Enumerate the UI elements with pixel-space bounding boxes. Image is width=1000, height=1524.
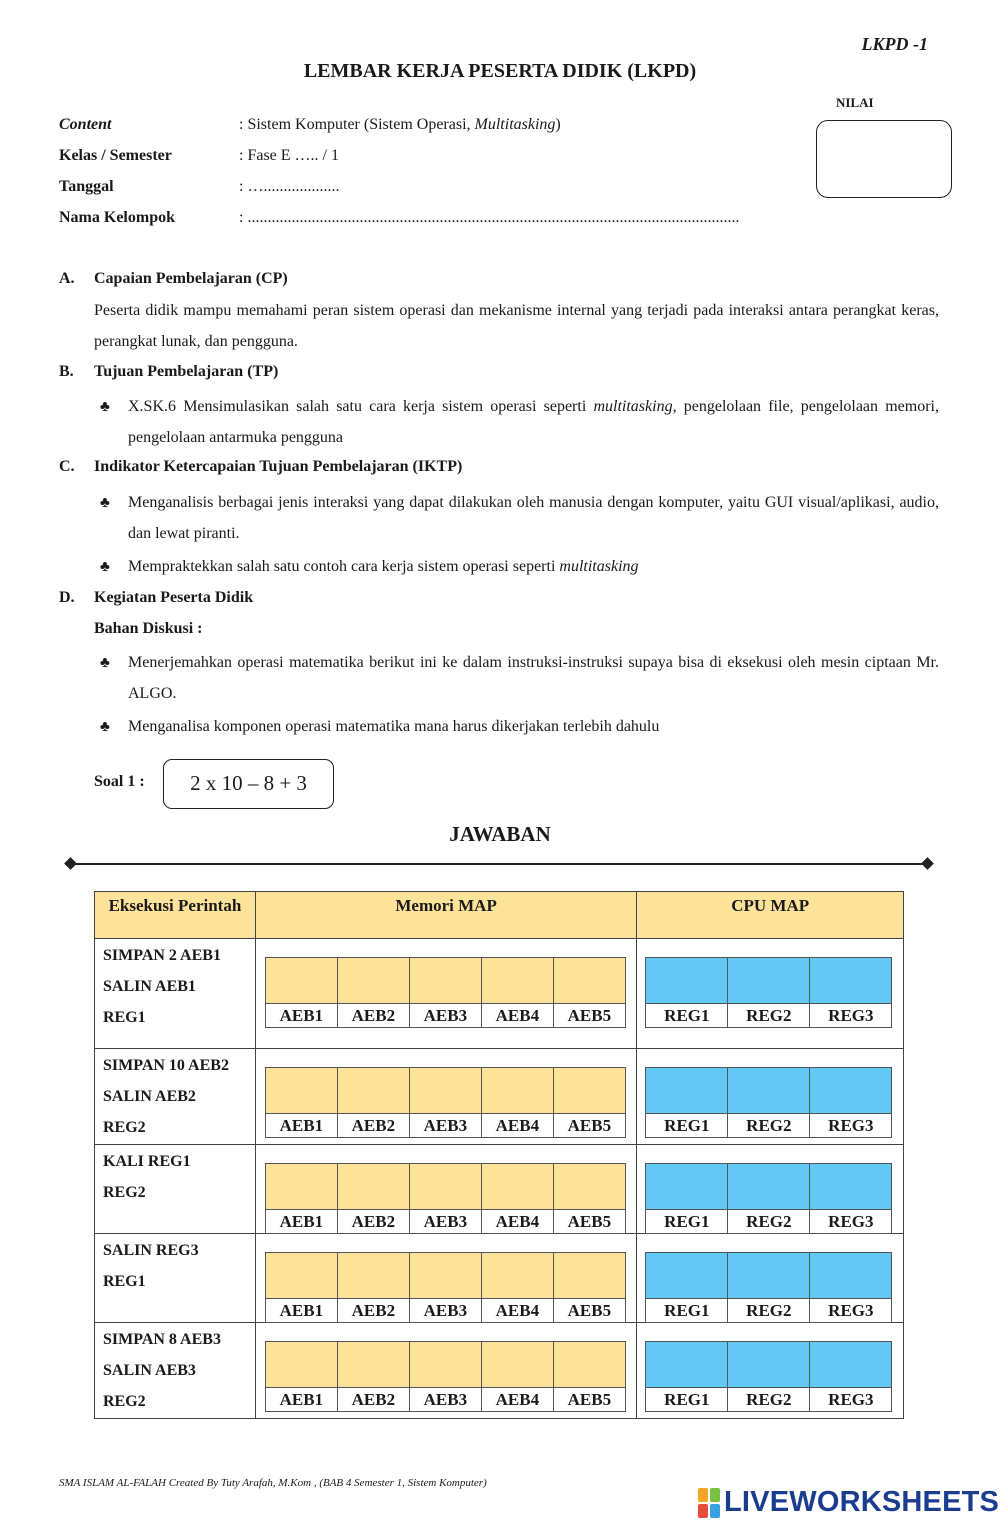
command-text: KALI REG1 bbox=[103, 1153, 191, 1170]
soal-label: Soal 1 : bbox=[94, 773, 145, 790]
cpu-slot-label: REG2 bbox=[728, 1114, 809, 1137]
memory-drop-zone[interactable] bbox=[266, 1068, 337, 1114]
memory-slot-label: AEB2 bbox=[338, 1388, 409, 1411]
memory-slot-label: AEB5 bbox=[554, 1114, 625, 1137]
memory-slot bbox=[553, 1163, 626, 1234]
cpu-drop-zone[interactable] bbox=[728, 1253, 809, 1299]
bahan-diskusi-label: Bahan Diskusi : bbox=[94, 620, 203, 637]
cpu-drop-zone[interactable] bbox=[810, 1068, 891, 1114]
memory-slots bbox=[265, 1341, 626, 1412]
memory-slot bbox=[481, 957, 554, 1028]
cpu-drop-zone[interactable] bbox=[728, 1164, 809, 1210]
liveworksheets-logo[interactable] bbox=[698, 1486, 999, 1519]
answer-table bbox=[94, 891, 904, 1419]
memory-slot-label: AEB4 bbox=[482, 1388, 553, 1411]
lkpd-code: LKPD -1 bbox=[861, 34, 928, 54]
command-text: REG2 bbox=[103, 1184, 146, 1201]
command-text: SIMPAN 10 AEB2 bbox=[103, 1057, 229, 1074]
memory-slot-label: AEB3 bbox=[410, 1004, 481, 1027]
memory-slots bbox=[265, 1163, 626, 1234]
club-bullet-icon: ♣ bbox=[100, 655, 110, 671]
table-row bbox=[95, 1323, 904, 1419]
cpu-slots bbox=[645, 1341, 892, 1412]
cpu-slot-label: REG3 bbox=[810, 1210, 891, 1233]
command-text: SALIN AEB3 bbox=[103, 1362, 196, 1379]
memory-slot-label: AEB5 bbox=[554, 1210, 625, 1233]
memory-slot-label: AEB1 bbox=[266, 1299, 337, 1322]
section-c-item-1: Menganalisis berbagai jenis interaksi yang dapat dilakukan oleh manusia dengan komputer, yaitu GUI visual/aplikasi, audio, dan lewat piranti. bbox=[128, 494, 939, 542]
memory-slot bbox=[265, 1067, 338, 1138]
cpu-drop-zone[interactable] bbox=[646, 1253, 727, 1299]
section-d-letter: D. bbox=[59, 589, 75, 606]
memory-drop-zone[interactable] bbox=[266, 1253, 337, 1299]
cpu-drop-zone[interactable] bbox=[728, 1342, 809, 1388]
memory-drop-zone[interactable] bbox=[482, 1342, 553, 1388]
nilai-label: NILAI bbox=[836, 95, 874, 110]
cpu-slot-label: REG2 bbox=[728, 1299, 809, 1322]
footer-credit: SMA ISLAM AL-FALAH Created By Tuty Arafah, M.Kom , (BAB 4 Semester 1, Sistem Komputer) bbox=[59, 1477, 487, 1489]
cpu-slot-label: REG3 bbox=[810, 1114, 891, 1137]
cpu-slot bbox=[645, 1067, 728, 1138]
memory-slot-label: AEB4 bbox=[482, 1114, 553, 1137]
kelompok-field[interactable]: : ........................................................................................................................... bbox=[239, 209, 740, 226]
cpu-slot-label: REG2 bbox=[728, 1388, 809, 1411]
memory-slot bbox=[265, 1252, 338, 1323]
memory-slot-label: AEB5 bbox=[554, 1004, 625, 1027]
memory-slot-label: AEB5 bbox=[554, 1299, 625, 1322]
memory-slot bbox=[265, 957, 338, 1028]
memory-slot-label: AEB3 bbox=[410, 1114, 481, 1137]
memory-slots bbox=[265, 957, 626, 1028]
header-eksekusi: Eksekusi Perintah bbox=[95, 892, 256, 939]
club-bullet-icon: ♣ bbox=[100, 495, 110, 511]
memory-slot bbox=[553, 1067, 626, 1138]
cpu-slot bbox=[809, 1252, 892, 1323]
memory-slot bbox=[553, 1252, 626, 1323]
memory-drop-zone[interactable] bbox=[338, 958, 409, 1004]
section-d-item-1: Menerjemahkan operasi matematika berikut ini ke dalam instruksi-instruksi supaya bisa di eksekusi oleh mesin ciptaan Mr. ALGO. bbox=[128, 654, 939, 702]
memory-slot bbox=[553, 957, 626, 1028]
kelas-label: Kelas / Semester bbox=[59, 147, 172, 164]
memory-slot bbox=[337, 1252, 410, 1323]
cpu-slot bbox=[727, 1252, 810, 1323]
section-d-title: Kegiatan Peserta Didik bbox=[94, 589, 254, 606]
club-bullet-icon: ♣ bbox=[100, 399, 110, 415]
cpu-slots bbox=[645, 1163, 892, 1234]
command-cell bbox=[95, 1145, 256, 1234]
cpu-slot bbox=[727, 1163, 810, 1234]
section-b-title: Tujuan Pembelajaran (TP) bbox=[94, 363, 279, 380]
cpu-slot bbox=[727, 957, 810, 1028]
cpu-slots bbox=[645, 957, 892, 1028]
memory-cell bbox=[255, 1323, 636, 1419]
memory-slot-label: AEB3 bbox=[410, 1388, 481, 1411]
memory-drop-zone[interactable] bbox=[338, 1342, 409, 1388]
section-c-item-2: Mempraktekkan salah satu contoh cara kerja sistem operasi seperti multitasking bbox=[128, 558, 639, 575]
section-b-item: X.SK.6 Mensimulasikan salah satu cara kerja sistem operasi seperti multitasking, pengelolaan file, pengelolaan memori, pengelolaan antarmuka pengguna bbox=[128, 398, 939, 446]
cpu-slot-label: REG1 bbox=[646, 1388, 727, 1411]
section-c-title: Indikator Ketercapaian Tujuan Pembelajaran (IKTP) bbox=[94, 458, 463, 475]
command-text: REG2 bbox=[103, 1393, 146, 1410]
memory-slot-label: AEB3 bbox=[410, 1210, 481, 1233]
cpu-slot-label: REG1 bbox=[646, 1004, 727, 1027]
memory-drop-zone[interactable] bbox=[410, 1342, 481, 1388]
memory-slot bbox=[481, 1163, 554, 1234]
cpu-drop-zone[interactable] bbox=[810, 1342, 891, 1388]
cpu-drop-zone[interactable] bbox=[646, 1164, 727, 1210]
cpu-slot-label: REG3 bbox=[810, 1388, 891, 1411]
cpu-slot bbox=[645, 1341, 728, 1412]
content-value: : Sistem Komputer (Sistem Operasi, Multitasking) bbox=[239, 116, 561, 133]
command-text: SALIN REG3 bbox=[103, 1242, 199, 1259]
header-memori-map: Memori MAP bbox=[255, 892, 636, 939]
memory-slot bbox=[481, 1341, 554, 1412]
table-row bbox=[95, 1234, 904, 1323]
memory-slot-label: AEB2 bbox=[338, 1210, 409, 1233]
cpu-drop-zone[interactable] bbox=[646, 958, 727, 1004]
memory-drop-zone[interactable] bbox=[554, 1253, 625, 1299]
command-cell bbox=[95, 939, 256, 1049]
cpu-cell bbox=[637, 1323, 904, 1419]
page-title: LEMBAR KERJA PESERTA DIDIK (LKPD) bbox=[303, 60, 697, 82]
command-text: SALIN AEB1 bbox=[103, 978, 196, 995]
memory-slot-label: AEB2 bbox=[338, 1004, 409, 1027]
memory-drop-zone[interactable] bbox=[338, 1253, 409, 1299]
cpu-cell bbox=[637, 1234, 904, 1323]
table-row bbox=[95, 939, 904, 1049]
divider-diamond-icon bbox=[921, 857, 934, 870]
command-text: REG2 bbox=[103, 1119, 146, 1136]
nilai-input-box[interactable] bbox=[816, 120, 952, 198]
command-cell bbox=[95, 1234, 256, 1323]
kelas-field[interactable]: : Fase E ….. / 1 bbox=[239, 147, 339, 164]
liveworksheets-icon bbox=[698, 1488, 720, 1518]
memory-drop-zone[interactable] bbox=[482, 1164, 553, 1210]
memory-drop-zone[interactable] bbox=[338, 1164, 409, 1210]
memory-drop-zone[interactable] bbox=[410, 1164, 481, 1210]
memory-slot bbox=[337, 957, 410, 1028]
cpu-slot bbox=[809, 957, 892, 1028]
jawaban-heading: JAWABAN bbox=[449, 822, 551, 846]
cpu-slots bbox=[645, 1067, 892, 1138]
command-cell bbox=[95, 1323, 256, 1419]
memory-drop-zone[interactable] bbox=[266, 1342, 337, 1388]
command-text: SALIN AEB2 bbox=[103, 1088, 196, 1105]
cpu-slot-label: REG1 bbox=[646, 1299, 727, 1322]
cpu-slot-label: REG3 bbox=[810, 1299, 891, 1322]
content-label: Content bbox=[59, 116, 112, 133]
command-text: REG1 bbox=[103, 1009, 146, 1026]
memory-cell bbox=[255, 1049, 636, 1145]
memory-slot-label: AEB4 bbox=[482, 1004, 553, 1027]
cpu-slot bbox=[809, 1341, 892, 1412]
memory-slot bbox=[409, 1163, 482, 1234]
table-header-row bbox=[95, 892, 904, 939]
command-text: SIMPAN 8 AEB3 bbox=[103, 1331, 221, 1348]
liveworksheets-wordmark: LIVEWORKSHEETS bbox=[724, 1486, 1000, 1518]
memory-drop-zone[interactable] bbox=[554, 958, 625, 1004]
memory-slot-label: AEB5 bbox=[554, 1388, 625, 1411]
memory-slot bbox=[409, 957, 482, 1028]
cpu-slot bbox=[645, 1252, 728, 1323]
section-b-letter: B. bbox=[59, 363, 74, 380]
cpu-slot-label: REG1 bbox=[646, 1210, 727, 1233]
memory-slot-label: AEB3 bbox=[410, 1299, 481, 1322]
memory-slot-label: AEB4 bbox=[482, 1210, 553, 1233]
memory-slot bbox=[337, 1067, 410, 1138]
section-c-letter: C. bbox=[59, 458, 75, 475]
memory-drop-zone[interactable] bbox=[266, 1164, 337, 1210]
memory-drop-zone[interactable] bbox=[482, 958, 553, 1004]
cpu-drop-zone[interactable] bbox=[810, 958, 891, 1004]
command-text: REG1 bbox=[103, 1273, 146, 1290]
cpu-slot bbox=[809, 1067, 892, 1138]
cpu-cell bbox=[637, 1145, 904, 1234]
cpu-slot bbox=[727, 1067, 810, 1138]
memory-drop-zone[interactable] bbox=[410, 958, 481, 1004]
cpu-slot bbox=[809, 1163, 892, 1234]
header-cpu-map: CPU MAP bbox=[637, 892, 904, 939]
section-a-text: Peserta didik mampu memahami peran sistem operasi dan mekanisme internal yang terjadi pada interaksi antara perangkat keras, perangkat lunak, dan pengguna. bbox=[94, 302, 939, 350]
memory-drop-zone[interactable] bbox=[266, 958, 337, 1004]
divider-line bbox=[70, 863, 928, 865]
tanggal-label: Tanggal bbox=[59, 178, 114, 195]
cpu-slot bbox=[645, 1163, 728, 1234]
memory-slot-label: AEB2 bbox=[338, 1114, 409, 1137]
cpu-drop-zone[interactable] bbox=[646, 1068, 727, 1114]
memory-slots bbox=[265, 1252, 626, 1323]
cpu-drop-zone[interactable] bbox=[728, 958, 809, 1004]
command-cell bbox=[95, 1049, 256, 1145]
soal-expression: 2 x 10 – 8 + 3 bbox=[163, 759, 334, 809]
memory-slot bbox=[553, 1341, 626, 1412]
table-row bbox=[95, 1145, 904, 1234]
cpu-drop-zone[interactable] bbox=[728, 1068, 809, 1114]
memory-slot-label: AEB2 bbox=[338, 1299, 409, 1322]
cpu-slot bbox=[645, 957, 728, 1028]
memory-drop-zone[interactable] bbox=[410, 1068, 481, 1114]
memory-slot bbox=[481, 1252, 554, 1323]
memory-slot-label: AEB4 bbox=[482, 1299, 553, 1322]
memory-drop-zone[interactable] bbox=[482, 1253, 553, 1299]
memory-drop-zone[interactable] bbox=[554, 1164, 625, 1210]
tanggal-field[interactable]: : …................... bbox=[239, 178, 340, 195]
memory-slot bbox=[409, 1341, 482, 1412]
command-text: SIMPAN 2 AEB1 bbox=[103, 947, 221, 964]
memory-cell bbox=[255, 1145, 636, 1234]
cpu-slot bbox=[727, 1341, 810, 1412]
club-bullet-icon: ♣ bbox=[100, 559, 110, 575]
section-d-item-2: Menganalisa komponen operasi matematika mana harus dikerjakan terlebih dahulu bbox=[128, 718, 660, 735]
memory-drop-zone[interactable] bbox=[482, 1068, 553, 1114]
memory-slot bbox=[409, 1252, 482, 1323]
memory-slot bbox=[265, 1163, 338, 1234]
cpu-slots bbox=[645, 1252, 892, 1323]
memory-slot bbox=[337, 1341, 410, 1412]
cpu-drop-zone[interactable] bbox=[646, 1342, 727, 1388]
memory-drop-zone[interactable] bbox=[554, 1068, 625, 1114]
section-a-letter: A. bbox=[59, 270, 75, 287]
table-row bbox=[95, 1049, 904, 1145]
memory-slot-label: AEB1 bbox=[266, 1114, 337, 1137]
cpu-slot-label: REG1 bbox=[646, 1114, 727, 1137]
club-bullet-icon: ♣ bbox=[100, 719, 110, 735]
cpu-drop-zone[interactable] bbox=[810, 1164, 891, 1210]
memory-drop-zone[interactable] bbox=[338, 1068, 409, 1114]
cpu-drop-zone[interactable] bbox=[810, 1253, 891, 1299]
memory-drop-zone[interactable] bbox=[554, 1342, 625, 1388]
memory-slot bbox=[409, 1067, 482, 1138]
memory-slot bbox=[481, 1067, 554, 1138]
cpu-slot-label: REG2 bbox=[728, 1004, 809, 1027]
cpu-cell bbox=[637, 1049, 904, 1145]
section-a-title: Capaian Pembelajaran (CP) bbox=[94, 270, 288, 287]
memory-slot bbox=[265, 1341, 338, 1412]
memory-drop-zone[interactable] bbox=[410, 1253, 481, 1299]
memory-slot-label: AEB1 bbox=[266, 1210, 337, 1233]
memory-slot-label: AEB1 bbox=[266, 1388, 337, 1411]
memory-slots bbox=[265, 1067, 626, 1138]
memory-cell bbox=[255, 939, 636, 1049]
cpu-slot-label: REG3 bbox=[810, 1004, 891, 1027]
memory-slot-label: AEB1 bbox=[266, 1004, 337, 1027]
kelompok-label: Nama Kelompok bbox=[59, 209, 175, 226]
cpu-slot-label: REG2 bbox=[728, 1210, 809, 1233]
divider-diamond-icon bbox=[64, 857, 77, 870]
cpu-cell bbox=[637, 939, 904, 1049]
memory-slot bbox=[337, 1163, 410, 1234]
memory-cell bbox=[255, 1234, 636, 1323]
